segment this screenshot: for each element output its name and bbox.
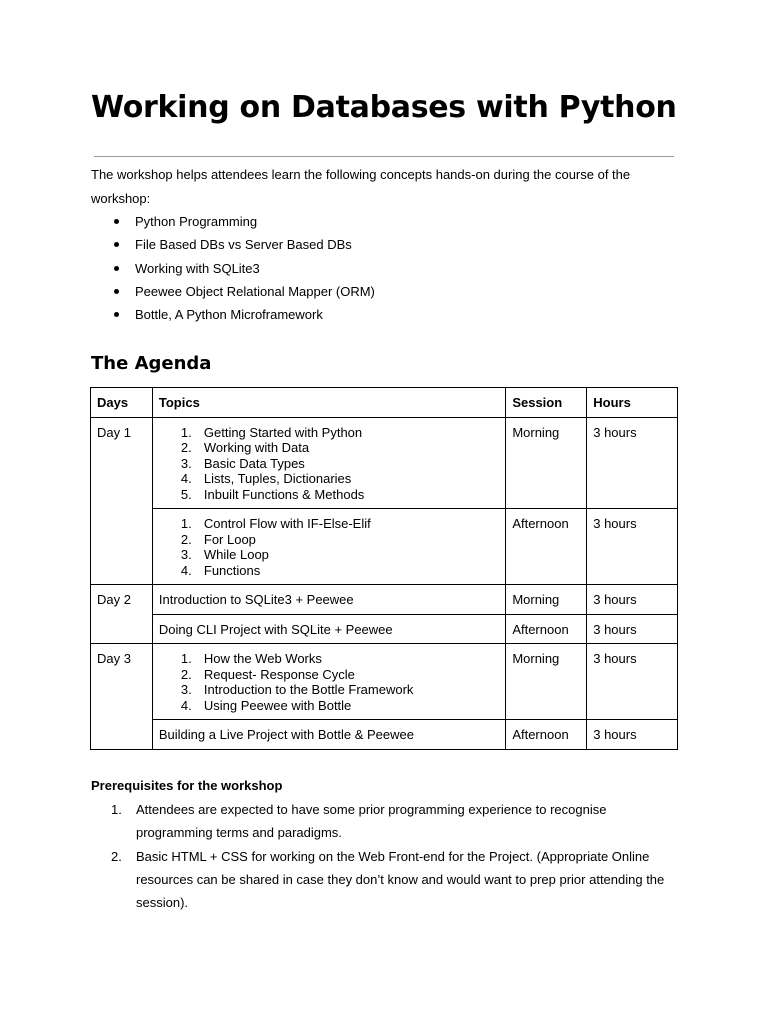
topic-list xyxy=(159,516,499,578)
topic-item: 3. While Loop xyxy=(180,547,269,562)
hours-cell: 3 hours xyxy=(587,720,678,750)
topics-cell xyxy=(152,509,505,585)
session-cell: Morning xyxy=(506,417,587,509)
topics-cell: Building a Live Project with Bottle & Peewee xyxy=(152,720,505,750)
document-title: Working on Databases with Python xyxy=(91,90,677,125)
session-cell: Afternoon xyxy=(506,509,587,585)
hours-cell: 3 hours xyxy=(587,644,678,720)
header-hours: Hours xyxy=(587,388,678,418)
title-divider xyxy=(94,156,674,157)
table-row xyxy=(91,720,678,750)
hours-cell: 3 hours xyxy=(587,417,678,509)
session-cell: Afternoon xyxy=(506,720,587,750)
table-row xyxy=(91,614,678,644)
day-cell: Day 2 xyxy=(91,585,153,644)
table-row xyxy=(91,509,678,585)
agenda-table xyxy=(90,387,678,750)
concepts-list xyxy=(91,210,375,326)
hours-cell: 3 hours xyxy=(587,585,678,615)
bullet-icon xyxy=(114,312,119,317)
topic-item: 2. For Loop xyxy=(180,531,256,547)
topic-item: 1. Getting Started with Python xyxy=(180,424,363,440)
session-cell: Morning xyxy=(506,585,587,615)
topic-list xyxy=(159,425,499,503)
table-row xyxy=(91,585,678,615)
topic-list xyxy=(159,651,499,713)
bullet-icon xyxy=(114,289,119,294)
topic-item: 2. Working with Data xyxy=(180,440,310,455)
bullet-icon xyxy=(114,219,119,224)
session-cell: Afternoon xyxy=(506,614,587,644)
bullet-icon xyxy=(114,242,119,247)
table-row xyxy=(91,417,678,509)
topic-item: 4. Using Peewee with Bottle xyxy=(180,697,352,713)
header-days: Days xyxy=(91,388,153,418)
prerequisite-item: 2. Basic HTML + CSS for working on the Web Front-end for the Project. (Appropriate Online resources can be shared in case they don’t know and would want to prep prior attending the session). xyxy=(111,848,665,911)
header-session: Session xyxy=(506,388,587,418)
concept-item: Working with SQLite3 xyxy=(91,257,375,280)
topics-cell: Doing CLI Project with SQLite + Peewee xyxy=(152,614,505,644)
topic-item: 4. Functions xyxy=(180,562,261,578)
topic-item: 1. How the Web Works xyxy=(180,651,322,666)
agenda-heading: The Agenda xyxy=(91,353,212,374)
concept-item: Python Programming xyxy=(91,210,375,233)
day-cell: Day 3 xyxy=(91,644,153,750)
header-topics: Topics xyxy=(152,388,505,418)
prerequisites-list xyxy=(91,798,681,914)
topic-item: 3. Introduction to the Bottle Framework xyxy=(180,682,414,697)
hours-cell: 3 hours xyxy=(587,509,678,585)
table-header-row xyxy=(91,388,678,418)
session-cell: Morning xyxy=(506,644,587,720)
topics-cell xyxy=(152,644,505,720)
table-row xyxy=(91,644,678,720)
topics-cell: Introduction to SQLite3 + Peewee xyxy=(152,585,505,615)
bullet-icon xyxy=(114,266,119,271)
concept-item: File Based DBs vs Server Based DBs xyxy=(91,233,375,256)
topic-item: 1. Control Flow with IF-Else-Elif xyxy=(180,516,371,531)
topic-item: 3. Basic Data Types xyxy=(180,455,305,471)
intro-paragraph: The workshop helps attendees learn the following concepts hands-on during the course of the workshop: xyxy=(91,167,631,206)
topic-item: 2. Request- Response Cycle xyxy=(180,666,355,682)
topics-cell xyxy=(152,417,505,509)
day-cell: Day 1 xyxy=(91,417,153,585)
prerequisite-item: 1. Attendees are expected to have some prior programming experience to recognise programming terms and paradigms. xyxy=(111,802,607,841)
topic-item: 4. Lists, Tuples, Dictionaries xyxy=(180,471,352,486)
concept-item: Bottle, A Python Microframework xyxy=(91,303,375,326)
topic-item: 5. Inbuilt Functions & Methods xyxy=(180,486,365,502)
hours-cell: 3 hours xyxy=(587,614,678,644)
prerequisites-heading: Prerequisites for the workshop xyxy=(91,778,283,793)
concept-item: Peewee Object Relational Mapper (ORM) xyxy=(91,280,375,303)
